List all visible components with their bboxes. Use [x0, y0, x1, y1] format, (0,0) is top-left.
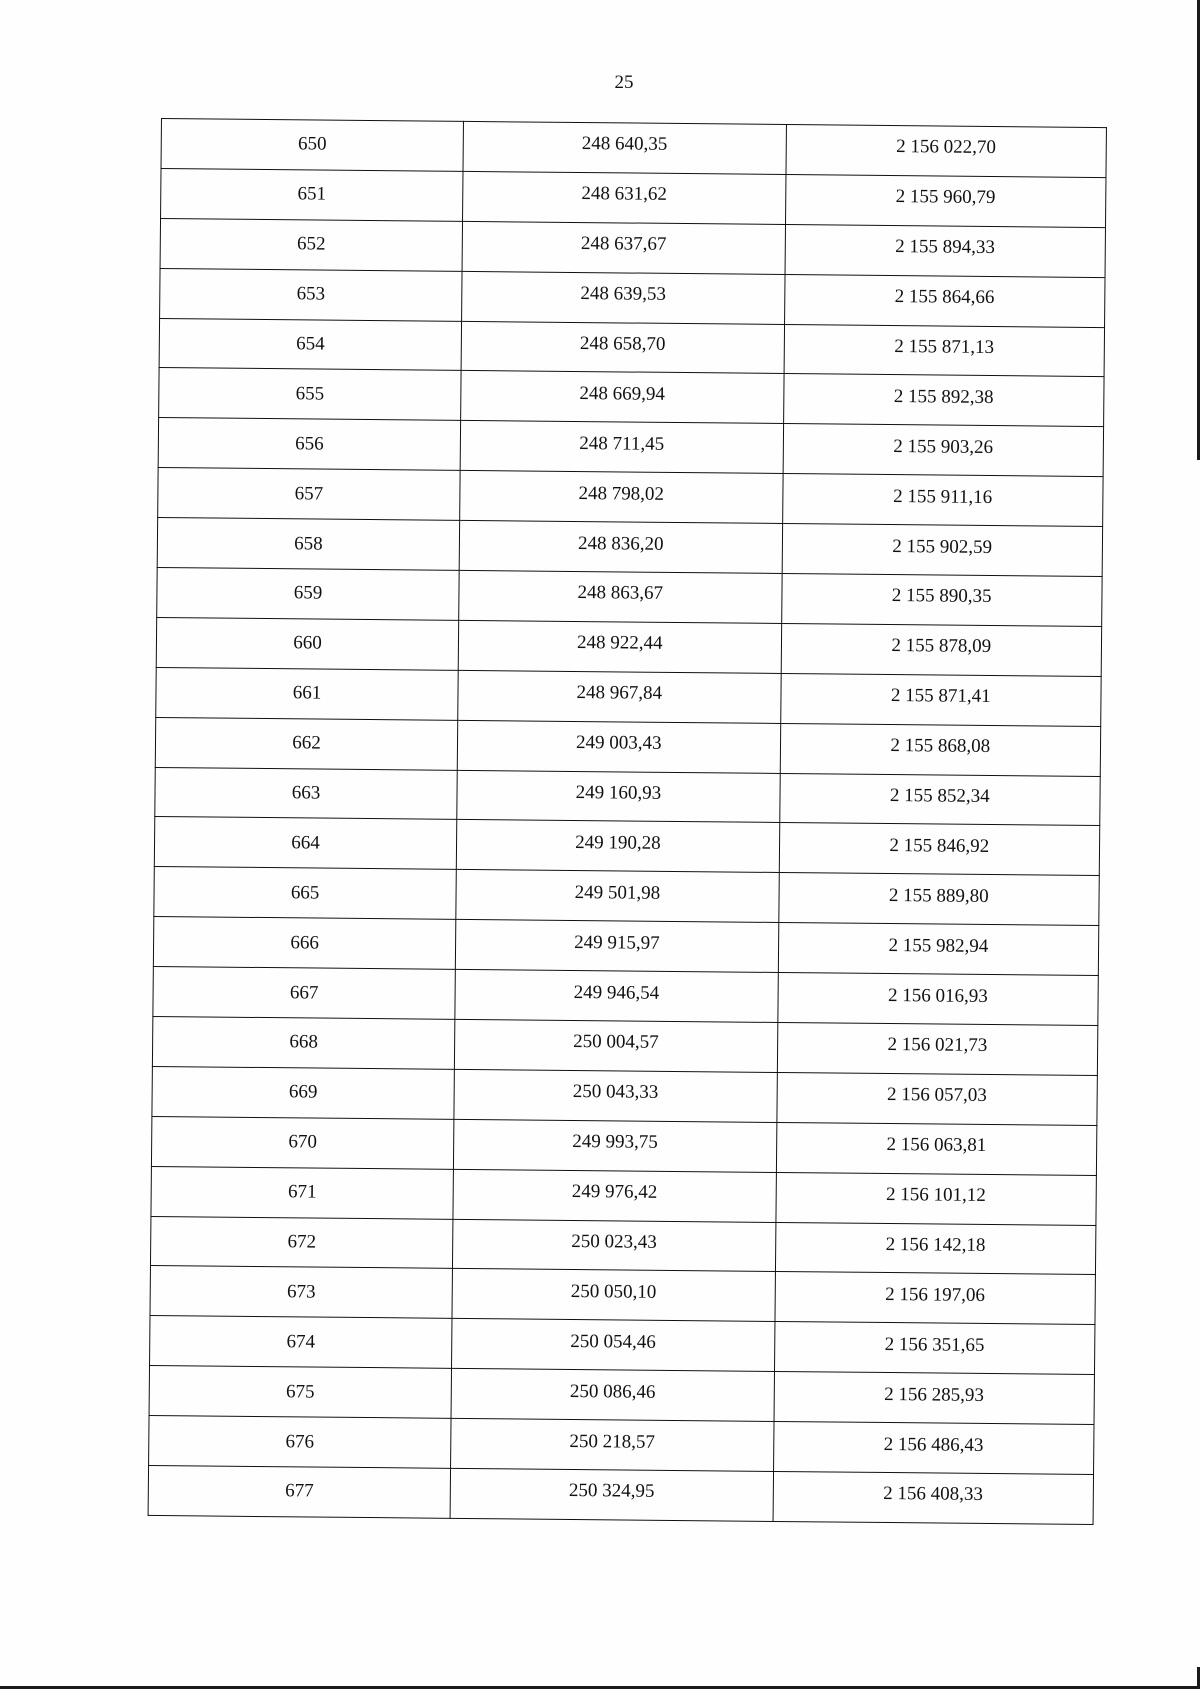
- x-coordinate-value: 248 967,84: [576, 682, 663, 705]
- table-row: [149, 1366, 1094, 1425]
- x-coordinate-cell: [450, 1468, 773, 1521]
- point-number-value: 663: [291, 782, 321, 804]
- table-row: [160, 218, 1105, 277]
- x-coordinate-cell: [457, 720, 780, 773]
- y-coordinate-cell: [784, 324, 1105, 377]
- point-number-value: 666: [290, 931, 319, 954]
- point-number-cell: [152, 1016, 455, 1069]
- y-coordinate-value: 2 156 142,18: [885, 1234, 986, 1256]
- point-number-value: 655: [295, 383, 325, 405]
- point-number-cell: [160, 218, 463, 271]
- y-coordinate-cell: [784, 274, 1105, 327]
- x-coordinate-value: 248 836,20: [577, 532, 664, 555]
- x-coordinate-value: 250 050,10: [570, 1280, 657, 1303]
- point-number-cell: [153, 917, 456, 970]
- x-coordinate-cell: [451, 1369, 774, 1422]
- x-coordinate-value: 248 640,35: [581, 133, 668, 156]
- point-number-cell: [161, 168, 464, 221]
- x-coordinate-cell: [455, 920, 778, 973]
- x-coordinate-value: 249 946,54: [573, 981, 660, 1004]
- y-coordinate-cell: [782, 524, 1103, 577]
- y-coordinate-value: 2 155 960,79: [895, 186, 996, 209]
- point-number-value: 651: [297, 183, 327, 205]
- point-number-value: 668: [289, 1031, 319, 1054]
- table-row: [153, 917, 1098, 976]
- point-number-cell: [150, 1216, 453, 1269]
- x-coordinate-cell: [460, 421, 783, 474]
- table-row: [157, 567, 1102, 626]
- table-row: [150, 1216, 1095, 1275]
- point-number-cell: [153, 967, 456, 1020]
- y-coordinate-cell: [776, 1122, 1097, 1175]
- point-number-cell: [151, 1116, 454, 1169]
- point-number-value: 660: [293, 632, 322, 654]
- y-coordinate-cell: [783, 424, 1104, 477]
- y-coordinate-value: 2 156 063,81: [886, 1134, 987, 1157]
- y-coordinate-value: 2 156 285,93: [884, 1383, 985, 1406]
- table-row: [159, 368, 1104, 427]
- x-coordinate-cell: [462, 271, 785, 324]
- x-coordinate-cell: [462, 221, 785, 274]
- point-number-cell: [157, 567, 460, 620]
- point-number-value: 665: [290, 882, 320, 904]
- table-row: [159, 318, 1104, 377]
- table-row: [158, 468, 1103, 527]
- x-coordinate-cell: [451, 1419, 774, 1472]
- table-row: [152, 1066, 1097, 1125]
- x-coordinate-cell: [456, 820, 779, 873]
- table-row: [153, 967, 1098, 1026]
- point-number-cell: [154, 817, 457, 870]
- table-row: [157, 518, 1102, 577]
- point-number-value: 659: [293, 582, 323, 605]
- y-coordinate-cell: [783, 374, 1104, 427]
- point-number-value: 654: [296, 333, 325, 355]
- point-number-value: 657: [294, 482, 324, 505]
- x-coordinate-value: 248 922,44: [576, 632, 663, 655]
- x-coordinate-value: 249 190,28: [575, 831, 661, 854]
- y-coordinate-value: 2 155 852,34: [889, 785, 990, 808]
- point-number-value: 673: [286, 1281, 316, 1303]
- point-number-cell: [155, 717, 458, 770]
- y-coordinate-cell: [782, 474, 1103, 527]
- y-coordinate-value: 2 155 871,41: [890, 685, 991, 708]
- y-coordinate-value: 2 156 351,65: [884, 1333, 985, 1356]
- y-coordinate-cell: [779, 773, 1100, 826]
- point-number-cell: [158, 418, 461, 471]
- y-coordinate-value: 2 156 022,70: [896, 136, 997, 159]
- x-coordinate-value: 250 324,95: [568, 1480, 655, 1503]
- y-coordinate-cell: [775, 1172, 1096, 1225]
- y-coordinate-cell: [773, 1471, 1094, 1524]
- point-number-value: 676: [285, 1430, 315, 1453]
- x-coordinate-value: 248 631,62: [581, 183, 667, 206]
- table-row: [151, 1116, 1096, 1175]
- x-coordinate-value: 250 043,33: [572, 1081, 659, 1104]
- point-number-value: 658: [294, 532, 323, 555]
- point-number-value: 669: [288, 1081, 318, 1103]
- coordinates-table: [148, 118, 1107, 1525]
- x-coordinate-cell: [463, 171, 786, 224]
- x-coordinate-value: 249 976,42: [571, 1181, 658, 1203]
- y-coordinate-value: 2 155 982,94: [888, 934, 989, 957]
- y-coordinate-cell: [773, 1422, 1094, 1475]
- y-coordinate-cell: [776, 1072, 1097, 1125]
- x-coordinate-cell: [461, 321, 784, 374]
- point-number-value: 670: [288, 1131, 318, 1153]
- point-number-cell: [159, 368, 462, 421]
- table-row: [150, 1316, 1095, 1375]
- x-coordinate-cell: [458, 670, 781, 723]
- x-coordinate-cell: [459, 570, 782, 623]
- table-row: [156, 667, 1101, 726]
- table-row: [151, 1166, 1096, 1225]
- point-number-cell: [152, 1066, 455, 1119]
- x-coordinate-value: 248 711,45: [579, 432, 665, 455]
- point-number-value: 677: [285, 1480, 314, 1503]
- point-number-cell: [161, 119, 464, 172]
- x-coordinate-value: 250 086,46: [569, 1380, 656, 1403]
- table-row: [161, 168, 1106, 227]
- x-coordinate-cell: [463, 121, 786, 174]
- point-number-value: 672: [287, 1231, 317, 1253]
- y-coordinate-value: 2 156 486,43: [883, 1433, 984, 1456]
- y-coordinate-value: 2 156 408,33: [883, 1483, 984, 1506]
- x-coordinate-cell: [453, 1169, 776, 1222]
- x-coordinate-value: 248 863,67: [577, 582, 664, 605]
- y-coordinate-cell: [778, 873, 1099, 926]
- point-number-cell: [149, 1416, 452, 1469]
- x-coordinate-cell: [452, 1319, 775, 1372]
- point-number-value: 664: [291, 832, 320, 854]
- y-coordinate-cell: [777, 973, 1098, 1026]
- y-coordinate-value: 2 155 871,13: [894, 336, 995, 359]
- point-number-cell: [156, 667, 459, 720]
- point-number-cell: [160, 268, 463, 321]
- point-number-value: 671: [287, 1181, 317, 1203]
- x-coordinate-value: 248 658,70: [579, 333, 666, 355]
- x-coordinate-value: 249 501,98: [574, 881, 661, 904]
- point-number-cell: [156, 617, 459, 670]
- x-coordinate-value: 248 669,94: [579, 382, 666, 405]
- point-number-value: 662: [292, 732, 321, 754]
- y-coordinate-cell: [778, 923, 1099, 976]
- table-row: [161, 119, 1106, 178]
- y-coordinate-value: 2 155 868,08: [890, 735, 991, 758]
- y-coordinate-value: 2 156 021,73: [887, 1034, 988, 1057]
- y-coordinate-value: 2 155 846,92: [889, 834, 990, 857]
- point-number-value: 675: [285, 1380, 315, 1403]
- y-coordinate-cell: [775, 1222, 1096, 1275]
- x-coordinate-cell: [454, 1019, 777, 1072]
- point-number-value: 650: [297, 133, 327, 156]
- y-coordinate-value: 2 155 903,26: [893, 435, 994, 458]
- table-row: [155, 767, 1100, 826]
- y-coordinate-value: 2 155 892,38: [893, 385, 994, 408]
- y-coordinate-cell: [781, 623, 1102, 676]
- point-number-cell: [154, 867, 457, 920]
- x-coordinate-cell: [457, 770, 780, 823]
- y-coordinate-cell: [785, 174, 1106, 227]
- x-coordinate-value: 250 023,43: [571, 1231, 657, 1253]
- point-number-cell: [159, 318, 462, 371]
- x-coordinate-cell: [453, 1219, 776, 1272]
- x-coordinate-value: 250 004,57: [573, 1031, 659, 1054]
- y-coordinate-cell: [785, 224, 1106, 277]
- point-number-cell: [150, 1266, 453, 1319]
- table-row: [149, 1416, 1094, 1475]
- point-number-cell: [157, 518, 460, 571]
- x-coordinate-cell: [454, 1069, 777, 1122]
- y-coordinate-value: 2 156 057,03: [886, 1084, 987, 1107]
- x-coordinate-value: 249 003,43: [576, 732, 662, 754]
- y-coordinate-cell: [775, 1272, 1096, 1325]
- y-coordinate-cell: [774, 1322, 1095, 1375]
- point-number-value: 653: [296, 283, 326, 305]
- table-row: [154, 817, 1099, 876]
- y-coordinate-cell: [786, 125, 1107, 178]
- y-coordinate-cell: [779, 823, 1100, 876]
- y-coordinate-cell: [780, 673, 1101, 726]
- x-coordinate-value: 248 798,02: [578, 482, 665, 505]
- x-coordinate-value: 249 915,97: [574, 931, 660, 954]
- table-row: [154, 867, 1099, 926]
- table-row: [152, 1016, 1097, 1075]
- page-number: 25: [614, 72, 634, 93]
- y-coordinate-value: 2 155 889,80: [888, 884, 989, 907]
- table-row: [156, 617, 1101, 676]
- y-coordinate-cell: [777, 1022, 1098, 1075]
- point-number-cell: [155, 767, 458, 820]
- x-coordinate-cell: [461, 371, 784, 424]
- y-coordinate-value: 2 155 911,16: [893, 485, 993, 508]
- point-number-value: 667: [289, 981, 319, 1004]
- y-coordinate-cell: [780, 723, 1101, 776]
- point-number-cell: [149, 1366, 452, 1419]
- point-number-value: 652: [296, 233, 326, 255]
- x-coordinate-cell: [456, 870, 779, 923]
- x-coordinate-cell: [454, 1119, 777, 1172]
- x-coordinate-value: 250 218,57: [569, 1430, 655, 1453]
- x-coordinate-value: 250 054,46: [570, 1330, 656, 1353]
- coordinates-table-body: [148, 119, 1106, 1525]
- y-coordinate-value: 2 155 894,33: [895, 236, 996, 259]
- y-coordinate-value: 2 156 101,12: [886, 1184, 986, 1207]
- scan-edge-bottom: [0, 1686, 1200, 1689]
- point-number-cell: [150, 1316, 453, 1369]
- x-coordinate-cell: [458, 620, 781, 673]
- x-coordinate-cell: [452, 1269, 775, 1322]
- point-number-cell: [158, 468, 461, 521]
- point-number-value: 661: [292, 682, 322, 704]
- x-coordinate-cell: [459, 521, 782, 574]
- table-row: [155, 717, 1100, 776]
- table-row: [158, 418, 1103, 477]
- y-coordinate-value: 2 155 890,35: [891, 585, 992, 608]
- table-row: [160, 268, 1105, 327]
- table-row: [150, 1266, 1095, 1325]
- y-coordinate-value: 2 155 902,59: [892, 535, 993, 558]
- x-coordinate-cell: [455, 970, 778, 1023]
- y-coordinate-value: 2 156 197,06: [885, 1283, 985, 1306]
- x-coordinate-value: 248 637,67: [580, 233, 667, 256]
- point-number-value: 674: [286, 1331, 316, 1353]
- y-coordinate-value: 2 156 016,93: [887, 984, 988, 1007]
- y-coordinate-value: 2 155 864,66: [894, 286, 995, 309]
- point-number-cell: [148, 1465, 451, 1518]
- y-coordinate-cell: [774, 1372, 1095, 1425]
- x-coordinate-value: 249 993,75: [572, 1131, 658, 1154]
- y-coordinate-cell: [781, 573, 1102, 626]
- point-number-value: 656: [295, 433, 324, 455]
- x-coordinate-value: 249 160,93: [575, 782, 662, 804]
- x-coordinate-cell: [460, 471, 783, 524]
- x-coordinate-value: 248 639,53: [580, 283, 667, 305]
- table-row: [148, 1465, 1093, 1524]
- y-coordinate-value: 2 155 878,09: [891, 635, 992, 658]
- point-number-cell: [151, 1166, 454, 1219]
